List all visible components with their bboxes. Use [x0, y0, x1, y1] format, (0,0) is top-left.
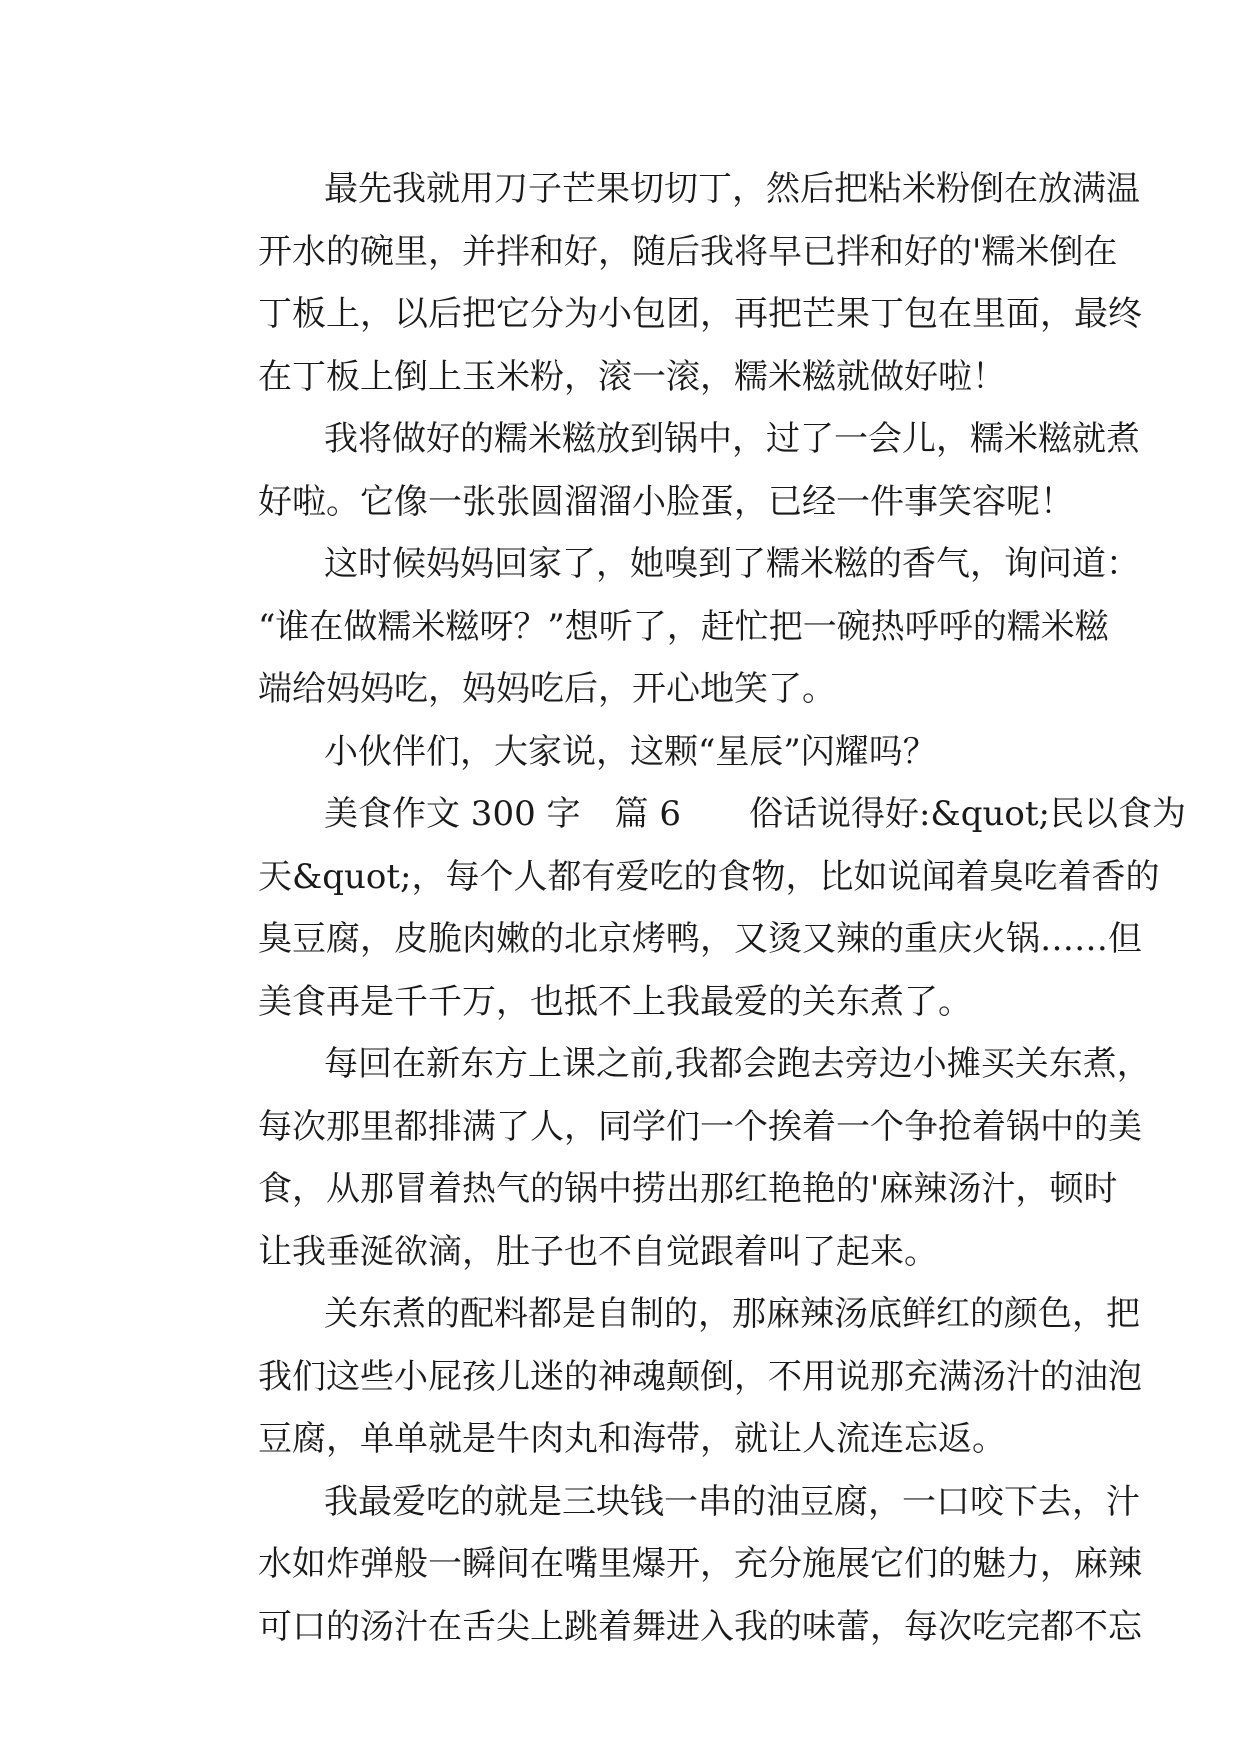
text-segment: 俗话说得好:&quot;民以食为 [748, 794, 1186, 834]
text-line: 水如炸弹般一瞬间在嘴里爆开，充分施展它们的魅力，麻辣 [258, 1544, 1142, 1584]
text-line: 丁板上，以后把它分为小包团，再把芒果丁包在里面，最终 [258, 294, 1142, 334]
text-line: 这时候妈妈回家了，她嗅到了糯米糍的香气，询问道： [324, 544, 1140, 584]
text-line: 天&quot;，每个人都有爱吃的食物，比如说闻着臭吃着香的 [258, 856, 1160, 897]
text-line: 好啦。它像一张张圆溜溜小脸蛋，已经一件事笑容呢！ [258, 481, 1074, 522]
paragraph-7 [192, 1283, 1142, 1471]
text-line: 在丁板上倒上玉米粉，滚一滚，糯米糍就做好啦！ [258, 356, 1006, 397]
text-line: 每回在新东方上课之前,我都会跑去旁边小摊买关东煮， [324, 1044, 1151, 1084]
text-line: 小伙伴们，大家说，这颗“星辰”闪耀吗？ [324, 731, 937, 772]
text-line: “谁在做糯米糍呀？”想听了，赶忙把一碗热呼呼的糯米糍 [258, 606, 1109, 647]
text-line: 我将做好的糯米糍放到锅中，过了一会儿，糯米糍就煮 [324, 419, 1140, 459]
paragraph-1 [192, 158, 1142, 408]
text-line: 食，从那冒着热气的锅中捞出那红艳艳的'麻辣汤汁，顿时 [258, 1169, 1118, 1209]
article-number: 篇 6 [614, 794, 681, 834]
document-body [192, 158, 1186, 1658]
text-line: 最先我就用刀子芒果切切丁，然后把粘米粉倒在放满温 [324, 169, 1140, 209]
article-heading: 美食作文 300 字 [324, 794, 581, 834]
text-line: 端给妈妈吃，妈妈吃后，开心地笑了。 [258, 669, 836, 709]
text-line: 臭豆腐，皮脆肉嫩的北京烤鸭，又烫又辣的重庆火锅……但 [258, 919, 1142, 959]
text-line: 开水的碗里，并拌和好，随后我将早已拌和好的'糯米倒在 [258, 231, 1118, 272]
paragraph-3 [192, 533, 1140, 721]
text-line: 豆腐，单单就是牛肉丸和海带，就让人流连忘返。 [258, 1419, 1006, 1459]
paragraph-8 [192, 1471, 1142, 1659]
paragraph-4 [192, 721, 1054, 784]
text-line: 我们这些小屁孩儿迷的神魂颠倒，不用说那充满汤汁的油泡 [258, 1356, 1142, 1397]
paragraph-5 [192, 783, 1186, 1033]
text-line: 让我垂涎欲滴，肚子也不自觉跟着叫了起来。 [258, 1231, 938, 1272]
heading-line [192, 783, 1186, 846]
paragraph-2 [192, 408, 1140, 533]
text-line: 每次那里都排满了人，同学们一个挨着一个争抢着锅中的美 [258, 1106, 1142, 1147]
paragraph-6 [192, 1033, 1151, 1283]
text-line: 我最爱吃的就是三块钱一串的油豆腐，一口咬下去，汁 [324, 1481, 1140, 1522]
text-line: 美食再是千千万，也抵不上我最爱的关东煮了。 [258, 981, 972, 1022]
text-line: 关东煮的配料都是自制的，那麻辣汤底鲜红的颜色，把 [324, 1294, 1140, 1334]
text-line: 可口的汤汁在舌尖上跳着舞进入我的味蕾，每次吃完都不忘 [258, 1606, 1142, 1647]
